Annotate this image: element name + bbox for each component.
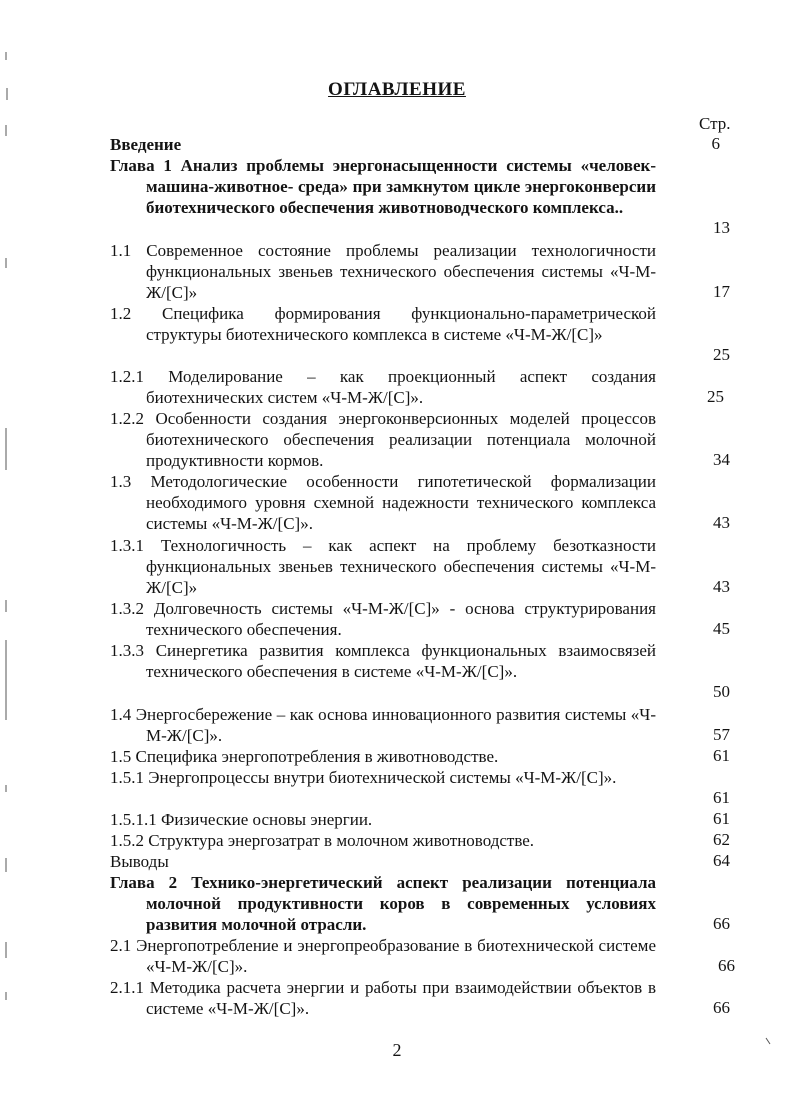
toc-page: 25 xyxy=(713,345,730,364)
toc-page: 25 xyxy=(707,387,724,406)
toc-page: 66 xyxy=(713,914,730,933)
toc-page: 61 xyxy=(713,746,730,765)
toc-entry: 1.5.2 Структура энергозатрат в молочном животноводстве. xyxy=(110,831,535,850)
toc-page: 50 xyxy=(713,682,730,701)
toc-entry: 1.5 Специфика энергопотребления в животноводстве. xyxy=(110,747,499,766)
toc-entry: 2.1.1 Методика расчета энергии и работы при взаимодействии объектов в системе «Ч-М-Ж/[С]». xyxy=(110,978,656,1018)
toc-entry: 1.1 Современное состояние проблемы реализации технологичности функциональных звеньев технического обеспечения системы «Ч-М-Ж/[С]» xyxy=(110,241,656,302)
toc-page: 43 xyxy=(713,513,730,532)
toc-page: 57 xyxy=(713,725,730,744)
toc-page: 34 xyxy=(713,450,730,469)
toc-page: 6 xyxy=(711,134,720,153)
toc-page: 62 xyxy=(713,830,730,849)
toc-entry: 1.5.1.1 Физические основы энергии. xyxy=(110,810,373,829)
toc-heading: ОГЛАВЛЕНИЕ xyxy=(328,79,466,100)
toc-page: 64 xyxy=(713,851,730,870)
toc-page: 66 xyxy=(718,956,735,975)
toc-entry: Глава 2 Технико-энергетический аспект реализации потенциала молочной продуктивности коров в современных условиях развития молочной отрасли. xyxy=(110,873,656,934)
toc-entry: 1.3 Методологические особенности гипотетической формализации необходимого уровня схемной надежности технического комплекса системы «Ч-М-Ж/[С]». xyxy=(110,472,656,533)
toc-entry: 1.3.3 Синергетика развития комплекса функциональных взаимосвязей технического обеспечения в системе «Ч-М-Ж/[С]». xyxy=(110,641,656,681)
toc-entry: 2.1 Энергопотребление и энергопреобразование в биотехнической системе «Ч-М-Ж/[С]». xyxy=(110,936,656,976)
toc-page: 45 xyxy=(713,619,730,638)
toc-page: 13 xyxy=(713,218,730,237)
toc-entry: 1.3.2 Долговечность системы «Ч-М-Ж/[С]» - основа структурирования технического обеспечения. xyxy=(110,599,656,639)
toc-entry: 1.4 Энергосбережение – как основа инновационного развития системы «Ч-М-Ж/[С]». xyxy=(110,705,656,745)
toc-page: 17 xyxy=(713,282,730,301)
toc-entry: 1.3.1 Технологичность – как аспект на проблему безотказности функциональных звеньев технического обеспечения системы «Ч-М-Ж/[С]» xyxy=(110,536,656,597)
toc-page: 61 xyxy=(713,809,730,828)
toc-page: 61 xyxy=(713,788,730,807)
toc-page: 66 xyxy=(713,998,730,1017)
toc-entry: 1.2.1 Моделирование – как проекционный аспект создания биотехнических систем «Ч-М-Ж/[С]». xyxy=(110,367,656,407)
toc-entry: 1.2.2 Особенности создания энергоконверсионных моделей процессов биотехнического обеспечения реализации потенциала молочной продуктивности кормов. xyxy=(110,409,656,470)
page-column-label: Стр. xyxy=(699,114,731,133)
toc-entry: Выводы xyxy=(110,852,169,871)
toc-entry: 1.2 Специфика формирования функционально-параметрической структуры биотехнического комплекса в системе «Ч-М-Ж/[С]» xyxy=(110,304,656,344)
toc-entry: Введение xyxy=(110,135,182,154)
toc-entry: 1.5.1 Энергопроцессы внутри биотехнической системы «Ч-М-Ж/[С]». xyxy=(110,768,617,787)
toc-entry: Глава 1 Анализ проблемы энергонасыщенности системы «человек-машина-животное- среда» при замкнутом цикле энергоконверсии биотехнического обеспечения животноводческого комплекса.. xyxy=(110,156,656,217)
page-number: 2 xyxy=(392,1040,402,1060)
toc-page: 43 xyxy=(713,577,730,596)
